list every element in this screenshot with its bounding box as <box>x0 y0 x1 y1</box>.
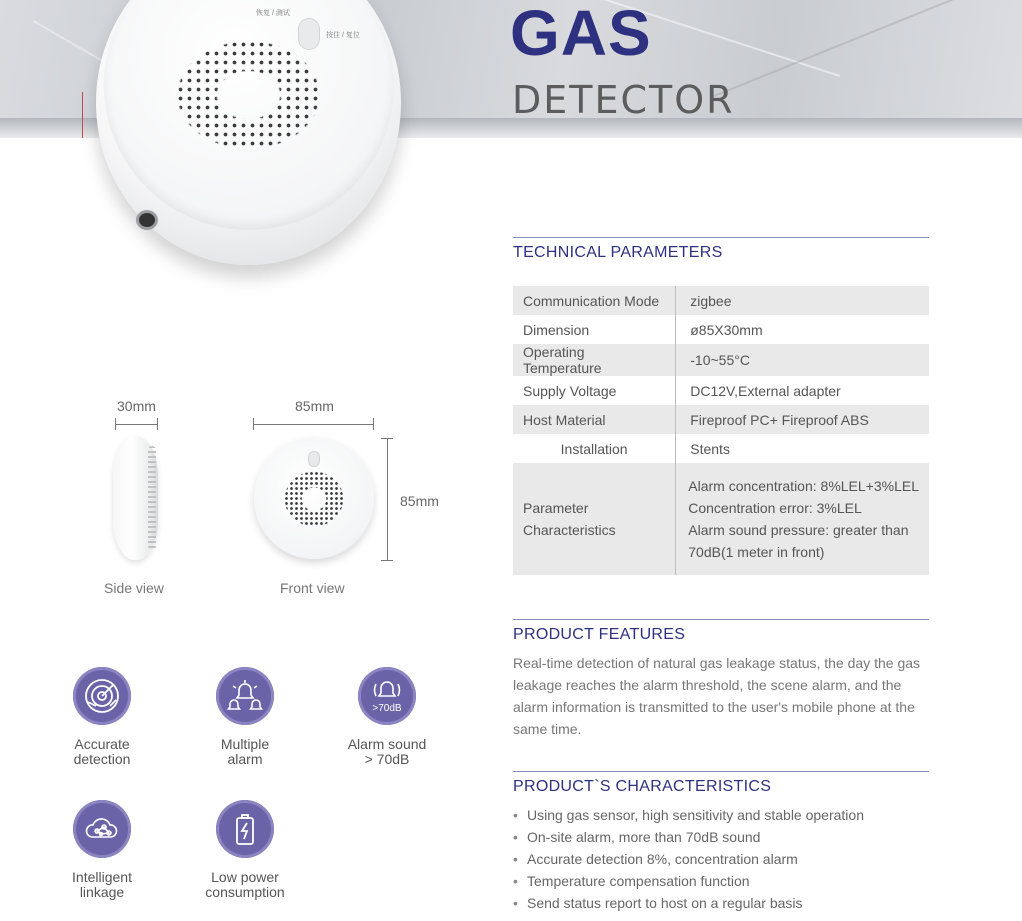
parameters-table <box>513 286 929 575</box>
param-line: Concentration error: 3%LEL <box>688 500 862 516</box>
table-row <box>513 434 929 463</box>
table-row <box>513 344 929 376</box>
bullet-icon: • <box>513 873 518 889</box>
page-title: GAS <box>510 0 652 69</box>
dimension-tick <box>115 418 116 430</box>
test-button <box>308 451 320 467</box>
param-key: Supply Voltage <box>513 376 676 405</box>
list-item-text: Using gas sensor, high sensitivity and stable operation <box>527 807 864 823</box>
param-key: Installation <box>513 434 676 463</box>
param-value: -10~55°C <box>676 344 929 376</box>
bullet-icon: • <box>513 851 518 867</box>
power-port <box>136 210 158 230</box>
param-key: Host Material <box>513 405 676 434</box>
front-view-label: Front view <box>280 580 345 596</box>
dimension-tick <box>381 560 393 561</box>
list-item-text: Accurate detection 8%, concentration alarm <box>527 851 798 867</box>
list-item-text: Send status report to host on a regular basis <box>527 895 803 911</box>
side-width-label: 30mm <box>117 398 156 414</box>
feature-label: Alarm sound <box>347 736 427 752</box>
technical-heading: TECHNICAL PARAMETERS <box>513 244 723 261</box>
feature-label: alarm <box>227 751 263 767</box>
list-item <box>513 870 864 892</box>
feature-label: Intelligent <box>72 869 132 885</box>
param-line: Alarm concentration: 8%LEL+3%LEL <box>688 478 919 494</box>
bell-70db-icon <box>358 667 416 725</box>
dimension-tick <box>381 438 393 439</box>
param-key: Operating Temperature <box>513 344 676 376</box>
features-paragraph: Real-time detection of natural gas leakage status, the day the gas leakage reaches the alarm threshold, the scene alarm, and the alarm information is transmitted to the user's mobile phone at the same time. <box>513 655 921 737</box>
section-divider <box>513 619 929 620</box>
section-divider <box>513 771 929 772</box>
list-item <box>513 892 864 914</box>
feature-label: > 70dB <box>364 751 410 767</box>
decorative-red-line <box>82 92 83 138</box>
decibel-badge: >70dB <box>372 703 402 714</box>
characteristics-heading: PRODUCT`S CHARACTERISTICS <box>513 778 772 795</box>
feature-accurate-detection <box>42 667 162 767</box>
dimension-tick <box>373 418 374 430</box>
bullet-icon: • <box>513 895 518 911</box>
feature-label: detection <box>73 751 131 767</box>
section-divider <box>513 237 929 238</box>
feature-label: linkage <box>79 884 125 900</box>
table-row <box>513 463 929 575</box>
test-button <box>298 18 320 50</box>
list-item-text: Temperature compensation function <box>527 873 750 889</box>
device-marking: 按住 / 复位 <box>326 32 360 39</box>
list-item <box>513 848 864 870</box>
param-key: Dimension <box>513 315 676 344</box>
param-value <box>676 463 929 575</box>
speaker-grille <box>284 471 344 527</box>
side-view-image <box>113 436 158 560</box>
feature-multiple-alarm <box>185 667 305 767</box>
device-marking: 恢复 / 测试 <box>256 10 290 17</box>
param-value: zigbee <box>676 286 929 315</box>
feature-label: Low power <box>211 869 279 885</box>
list-item <box>513 826 864 848</box>
speaker-grille <box>176 40 321 150</box>
front-view-image <box>254 437 374 559</box>
table-row <box>513 286 929 315</box>
param-line: Alarm sound pressure: greater than <box>688 522 909 538</box>
feature-alarm-sound <box>327 667 447 767</box>
table-row <box>513 405 929 434</box>
front-height-label: 85mm <box>400 493 439 509</box>
cloud-network-icon <box>73 800 131 858</box>
dimension-line <box>387 438 388 560</box>
front-width-label: 85mm <box>295 398 334 414</box>
list-item-text: On-site alarm, more than 70dB sound <box>527 829 761 845</box>
characteristics-list <box>513 804 864 914</box>
side-view-label: Side view <box>104 580 164 596</box>
feature-label: Multiple <box>220 736 270 752</box>
bullet-icon: • <box>513 807 518 823</box>
page-subtitle: DETECTOR <box>512 78 735 122</box>
bullet-icon: • <box>513 829 518 845</box>
param-value: Fireproof PC+ Fireproof ABS <box>676 405 929 434</box>
dimension-tick <box>157 418 158 430</box>
param-line: 70dB(1 meter in front) <box>688 544 825 560</box>
param-key: Communication Mode <box>513 286 676 315</box>
feature-low-power <box>185 800 305 900</box>
battery-icon <box>216 800 274 858</box>
param-key: Parameter Characteristics <box>513 463 676 575</box>
param-value: DC12V,External adapter <box>690 382 841 399</box>
dimension-line <box>115 424 157 425</box>
alarm-bells-icon <box>216 667 274 725</box>
table-row <box>513 315 929 344</box>
features-heading: PRODUCT FEATURES <box>513 626 686 643</box>
marble-vein <box>711 0 990 98</box>
target-radar-icon <box>73 667 131 725</box>
param-value: ø85X30mm <box>690 321 763 338</box>
feature-label: consumption <box>205 884 285 900</box>
dimension-line <box>253 424 373 425</box>
table-row <box>513 376 929 405</box>
feature-label: Accurate <box>74 736 130 752</box>
product-image <box>96 0 401 265</box>
feature-intelligent-linkage <box>42 800 162 900</box>
param-value: Stents <box>690 440 730 457</box>
dimension-tick <box>253 418 254 430</box>
list-item <box>513 804 864 826</box>
